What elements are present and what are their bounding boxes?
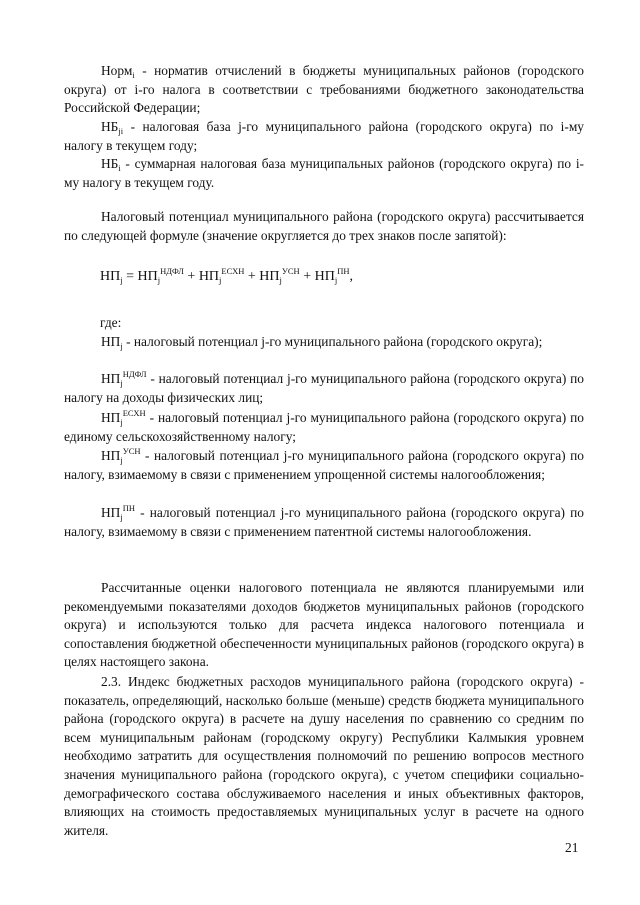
formula-term: $НП_j^{ЕСХН}$ <box>198 266 245 285</box>
symbol: $НП_j^{НДФЛ}$ <box>101 369 147 388</box>
definition-text: - налоговая база j-го муниципального района (городского округа) по i-му налогу в текущем году; <box>64 119 584 153</box>
formula-term: $НП_j^{УСН}$ <box>259 266 300 285</box>
definition-text: - налоговый потенциал j-го муниципального района (городского округа) по налогу на доходы физических лиц; <box>64 371 584 405</box>
symbol: $НБ_{ji}$ <box>101 119 124 136</box>
formula-term: $НП_j^{НДФЛ}$ <box>137 266 184 285</box>
definition-text: - налоговый потенциал j-го муниципального района (городского округа); <box>122 334 543 349</box>
definition-text: - суммарная налоговая база муниципальных районов (городского округа) по i-му налогу в текущем году. <box>64 156 584 190</box>
definition-np-pn <box>64 504 584 541</box>
definition-np-ndfl <box>64 370 584 407</box>
page-number: 21 <box>565 840 579 855</box>
section-2-3-paragraph: 2.3. Индекс бюджетных расходов муниципального района (городского округа) - показатель, определяющий, насколько больше (меньше) средств бюджета муниципального района (городского округа) в расчете на душу населения по сравнению со средним по всем муниципальным районам (городскому округу) Республики Калмыкия уровнем необходимо затратить для осуществления полномочий по решению вопросов местного значения муниципального района (городского округа), с учетом специфики социально-демографического состава обслуживаемого населения и иных объективных факторов, влияющих на стоимость предоставляемых муниципальных услуг в расчете на одного жителя. <box>64 674 584 838</box>
symbol: Норм$_i$ <box>101 63 135 80</box>
symbol: $НП_j^{ПН}$ <box>101 503 135 522</box>
symbol: $НБ_i$ <box>101 156 121 173</box>
definition-text: - налоговый потенциал j-го муниципального района (городского округа) по единому сельскохозяйственному налогу; <box>64 410 584 444</box>
estimates-paragraph: Рассчитанные оценки налогового потенциала не являются планируемыми или рекомендуемыми показателями доходов бюджетов муниципальных районов (городского округа) и используются только для расчета индекса налогового потенциала и сопоставления бюджетной обеспеченности муниципальных районов (городского округа) в целях настоящего закона. <box>64 580 584 670</box>
where-label: где: <box>100 315 122 330</box>
definition-np-eskhn <box>64 409 584 446</box>
definition-text: - норматив отчислений в бюджеты муниципальных районов (городского округа) от i-го налога в соответствии с требованиями бюджетного законодательства Российской Федерации; <box>64 63 584 116</box>
symbol: $НП_j^{УСН}$ <box>101 446 141 465</box>
definition-norm <box>64 62 584 118</box>
definition-tax-base-i <box>64 155 584 192</box>
definition-tax-base-ji <box>64 118 584 155</box>
formula-term: $НП_j^{ПН}$ <box>314 266 350 285</box>
definition-np-j <box>64 333 584 352</box>
tax-potential-formula: $НП_j = НП_j^{НДФЛ} + НП_j^{ЕСХН} + НП_j^{УСН} + НП_j^{ПН}$, <box>100 266 353 285</box>
definition-np-usn <box>64 447 584 484</box>
definition-text: - налоговый потенциал j-го муниципального района (городского округа) по налогу, взимаемому в связи с применением упрощенной системы налогообложения; <box>64 448 584 482</box>
symbol: $НП_j$ <box>101 334 123 351</box>
potential-intro-paragraph: Налоговый потенциал муниципального района (городского округа) рассчитывается по следующей формуле (значение округляется до трех знаков после запятой): <box>64 209 584 243</box>
definition-text: - налоговый потенциал j-го муниципального района (городского округа) по налогу, взимаемому в связи с применением патентной системы налогообложения. <box>64 505 584 539</box>
symbol: $НП_j^{ЕСХН}$ <box>101 408 146 427</box>
